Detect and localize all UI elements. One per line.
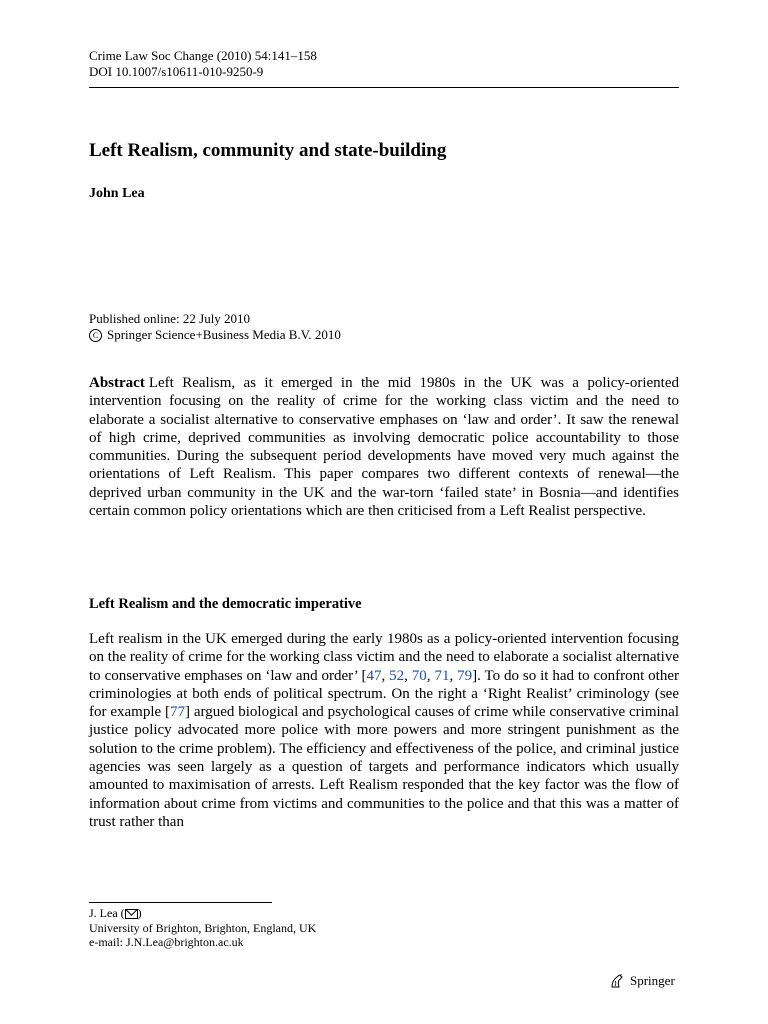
reference-link-52[interactable]: 52 xyxy=(389,667,405,684)
paragraph-text: Left realism in the UK emerged during the early 1980s as a policy-oriented intervention focusing on the reality of crime for the working class victim and the need to elaborate a socialist alternative to conservative emphases on ‘law and order’ [ xyxy=(89,631,679,684)
reference-link-77[interactable]: 77 xyxy=(170,704,186,721)
header-rule xyxy=(89,87,679,88)
publisher-name: Springer xyxy=(630,973,675,988)
copyright-icon: C xyxy=(89,329,102,342)
corresponding-author: J. Lea ( ) xyxy=(89,906,142,920)
doi: DOI 10.1007/s10611-010-9250-9 xyxy=(89,64,264,79)
section-heading: Left Realism and the democratic imperative xyxy=(89,596,362,612)
reference-link-47[interactable]: 47 xyxy=(366,667,382,684)
copyright-line xyxy=(89,327,341,343)
publication-info xyxy=(89,311,341,343)
paragraph-text: ]. To do so it had to confront other criminologies at both ends of political spectrum. On the right a ‘Right Realist’ criminology (see for example [ xyxy=(89,667,680,721)
abstract-label: Abstract xyxy=(89,375,145,391)
journal-citation: Crime Law Soc Change (2010) 54:141–158 xyxy=(89,48,317,63)
affiliation: University of Brighton, Brighton, England, UK xyxy=(89,920,317,935)
section-paragraph: Left realism in the UK emerged during the early 1980s as a policy-oriented intervention focusing on the reality of crime for the working class victim and the need to elaborate a socialist alternative to conservative emphases on ‘law and order’ [47, 52, 70, 71, 79]. To do so it had to confront other criminologies at both ends of political spectrum. On the right a ‘Right Realist’ criminology (see for example [77] argued biological and psychological causes of crime while conservative criminal justice policy advocated more police with more powers and more stringent punishment as the solution to the crime problem). The efficiency and effectiveness of the police, and criminal justice agencies was seen largely as a question of targets and performance indicators which usually amounted to maximisation of arrests. Left Realism responded that the key factor was the flow of information about crime from victims and communities to the police and that this was a matter of trust rather than xyxy=(89,631,680,830)
springer-horse-icon xyxy=(609,973,625,989)
article-title: Left Realism, community and state-building xyxy=(89,140,447,161)
abstract xyxy=(89,374,679,520)
reference-link-70[interactable]: 70 xyxy=(411,667,427,684)
copyright-text: Springer Science+Business Media B.V. 2010 xyxy=(107,327,341,342)
footnote-rule xyxy=(89,902,272,903)
author-footnote xyxy=(89,906,316,950)
reference-link-79[interactable]: 79 xyxy=(457,667,473,684)
reference-link-71[interactable]: 71 xyxy=(434,667,450,684)
author-email[interactable]: e-mail: J.N.Lea@brighton.ac.uk xyxy=(89,935,244,949)
author-name: John Lea xyxy=(89,186,145,201)
paragraph-text: ] argued biological and psychological causes of crime while conservative criminal justice policy advocated more police with more powers and more stringent punishment as the solution to the crime problem). The efficiency and effectiveness of the police, and criminal justice agencies was seen largely as a question of targets and performance indicators which usually amounted to maximisation of arrests. Left Realism responded that the key factor was the flow of information about crime from victims and communities to the police and that this was a matter of trust rather than xyxy=(89,704,679,830)
running-head xyxy=(89,48,317,80)
publisher-mark xyxy=(609,973,675,989)
envelope-icon xyxy=(125,909,138,919)
abstract-text: Left Realism, as it emerged in the mid 1980s in the UK was a policy-oriented intervention focusing on the reality of crime for the working class victim and the need to elaborate a socialist alternative to conservative emphases on ‘law and order’. It saw the renewal of high crime, deprived communities as involving democratic police accountability to those communities. During the subsequent period developments have moved very much against the orientations of Left Realism. This paper compares two different contexts of renewal—the deprived urban community in the UK and the war-torn ‘failed state’ in Bosnia—and identifies certain common policy orientations which are then criticised from a Left Realist perspective. xyxy=(89,375,679,520)
published-date: Published online: 22 July 2010 xyxy=(89,311,251,326)
